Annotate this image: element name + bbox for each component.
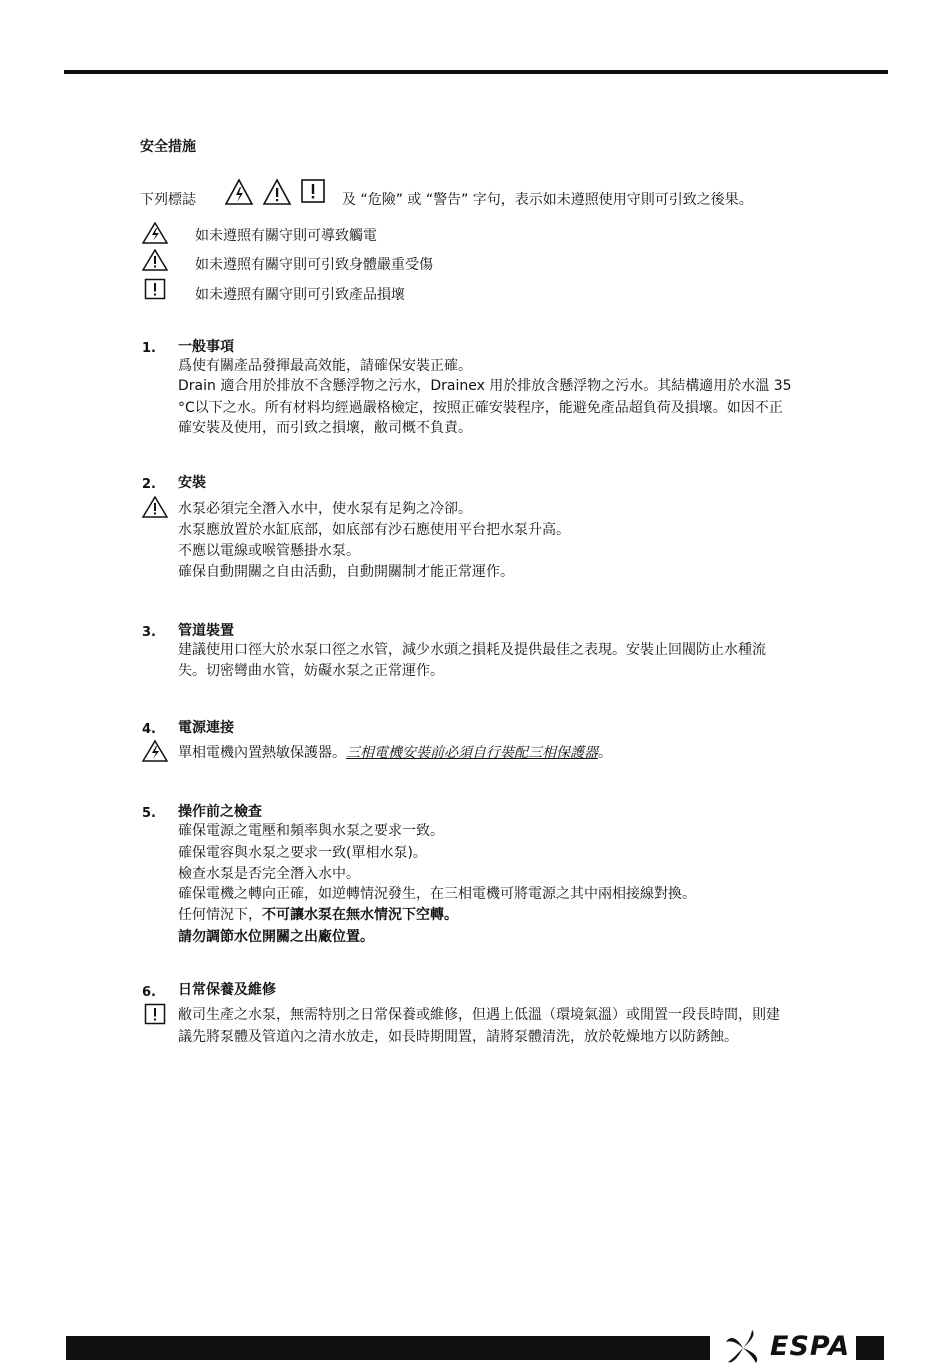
any-case-text: 任何情況下， — [178, 907, 262, 923]
section-number: 6. — [142, 985, 156, 1000]
section-line: °C以下之水。所有材料均經過嚴格檢定，按照正確安裝程序，能避免產品超負荷及損壞。如因不正 — [178, 400, 783, 416]
electric-hazard-icon — [224, 178, 254, 206]
section-number: 4. — [142, 722, 156, 737]
section-line: Drain 適合用於排放不含懸浮物之污水，Drainex 用於排放含懸浮物之污水。其結構適用於水溫 35 — [178, 378, 792, 394]
section-line: 確保電容與水泵之要求一致(單相水泵)。 — [178, 845, 427, 861]
section-title-power: 電源連接 — [178, 720, 234, 736]
section-number: 5. — [142, 806, 156, 821]
warning-text-injury: 如未遵照有關守則可引致身體嚴重受傷 — [195, 257, 433, 273]
section-line: 確保電機之轉向正確，如逆轉情況發生，在三相電機可將電源之其中兩相接線對換。 — [178, 886, 696, 902]
page-title: 安全措施 — [140, 139, 196, 155]
section-number: 2. — [142, 477, 156, 492]
footer-square — [856, 1336, 884, 1360]
exclamation-box-icon — [144, 278, 166, 300]
section-line: 檢查水泵是否完全潛入水中。 — [178, 866, 360, 882]
section-title-general: 一般事項 — [178, 339, 234, 355]
brand-logo-text: ESPA — [770, 1331, 851, 1362]
section-line: 水泵必須完全潛入水中，使水泵有足夠之冷卻。 — [178, 501, 472, 517]
power-note-end: 。 — [598, 745, 612, 761]
electric-hazard-icon — [142, 222, 168, 244]
section-line — [178, 744, 612, 763]
exclamation-box-icon — [144, 1003, 166, 1025]
legend-suffix: 及 “危險” 或 “警告” 字句，表示如未遵照使用守則可引致之後果。 — [342, 192, 753, 208]
section-line: 確安裝及使用，而引致之損壞，敝司概不負責。 — [178, 420, 472, 436]
warning-triangle-icon — [142, 496, 168, 518]
footer-bar — [66, 1336, 710, 1360]
power-note: 單相電機內置熱敏保護器。 — [178, 745, 346, 761]
section-line: 建議使用口徑大於水泵口徑之水管，減少水頭之損耗及提供最佳之表現。安裝止回閥防止水種流 — [178, 642, 766, 658]
section-line — [178, 906, 458, 925]
warning-text-electric: 如未遵照有關守則可導致觸電 — [195, 228, 377, 244]
no-dry-run-warning: 不可讓水泵在無水情況下空轉。 — [262, 907, 458, 923]
warning-triangle-icon — [142, 249, 168, 271]
section-line: 確保電源之電壓和頻率與水泵之要求一致。 — [178, 823, 444, 839]
warning-text-damage: 如未遵照有關守則可引致產品損壞 — [195, 287, 405, 303]
section-line: 確保自動開關之自由活動，自動開關制才能正常運作。 — [178, 564, 514, 580]
section-number: 3. — [142, 625, 156, 640]
section-line: 水泵應放置於水缸底部，如底部有沙石應使用平台把水泵升高。 — [178, 522, 570, 538]
legend-prefix: 下列標誌 — [140, 192, 196, 208]
section-line: 失。切密彎曲水管，妨礙水泵之正常運作。 — [178, 663, 444, 679]
section-line: 爲使有關產品發揮最高效能，請確保安裝正確。 — [178, 358, 472, 374]
section-title-maintenance: 日常保養及維修 — [178, 982, 276, 998]
section-line: 議先將泵體及管道內之清水放走，如長時期閒置，請將泵體清洗，放於乾燥地方以防銹蝕。 — [178, 1029, 738, 1045]
section-title-precheck: 操作前之檢查 — [178, 804, 262, 820]
warning-triangle-icon — [262, 178, 292, 206]
section-title-installation: 安裝 — [178, 475, 206, 491]
section-line: 敝司生產之水泵，無需特別之日常保養或維修，但遇上低溫（環境氣溫）或閒置一段長時間，則建 — [178, 1007, 780, 1023]
espa-logo-icon — [722, 1330, 764, 1366]
electric-hazard-icon — [142, 740, 168, 762]
section-number: 1. — [142, 341, 156, 356]
top-rule — [64, 70, 888, 74]
exclamation-box-icon — [300, 178, 326, 204]
section-title-piping: 管道裝置 — [178, 623, 234, 639]
section-line: 不應以電線或喉管懸掛水泵。 — [178, 543, 360, 559]
float-switch-warning: 請勿調節水位開關之出廠位置。 — [178, 929, 374, 945]
power-emphasis: 三相電機安裝前必須自行裝配三相保護器 — [346, 745, 598, 761]
